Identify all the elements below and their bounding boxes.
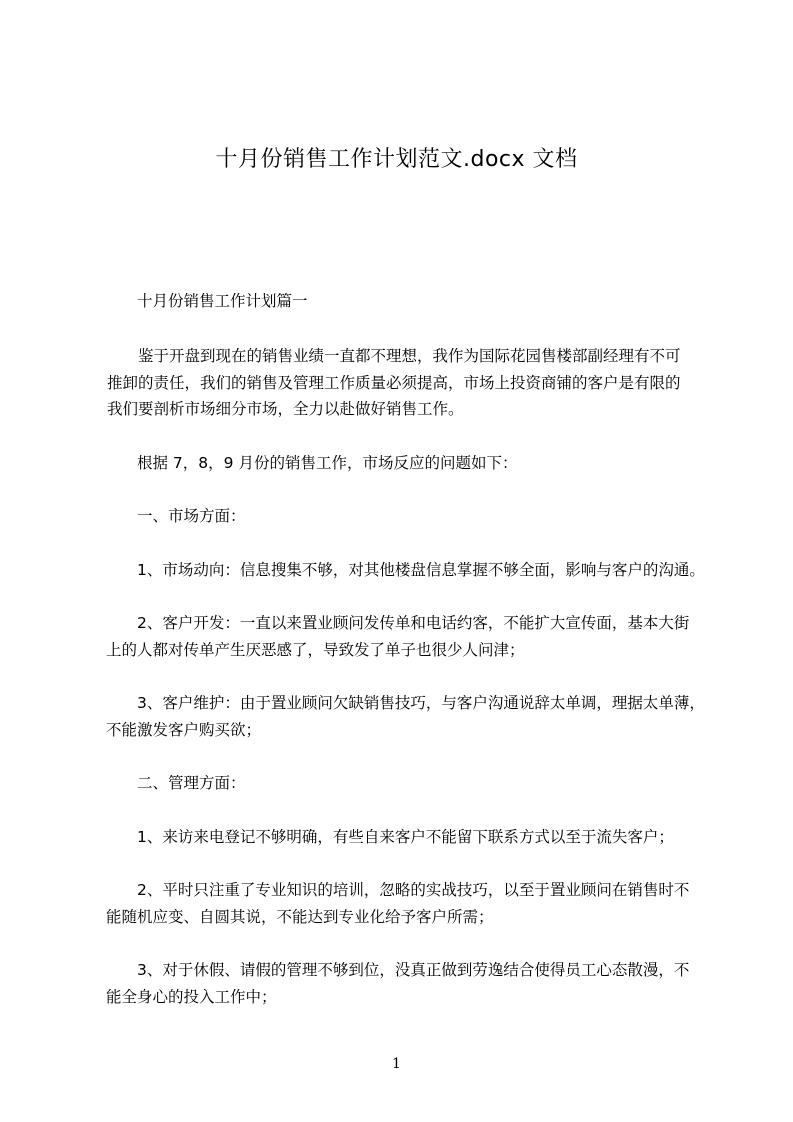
page-number: 1	[392, 1056, 401, 1072]
paragraph-line: 能随机应变、自圆其说，不能达到专业化给予客户所需；	[106, 908, 494, 926]
paragraph-line: 2、客户开发：一直以来置业顾问发传单和电话约客，不能扩大宣传面，基本大街	[137, 614, 690, 632]
paragraph-line: 根据 7，8，9 月份的销售工作，市场反应的问题如下：	[137, 454, 518, 472]
paragraph-line: 1、市场动向：信息搜集不够，对其他楼盘信息掌握不够全面，影响与客户的沟通。	[137, 561, 705, 579]
section-heading: 二、管理方面：	[137, 774, 246, 792]
section-heading: 十月份销售工作计划篇一	[137, 292, 308, 310]
paragraph-line: 3、客户维护：由于置业顾问欠缺销售技巧，与客户沟通说辞太单调，理据太单薄，	[137, 694, 705, 712]
section-heading: 一、市场方面：	[137, 507, 246, 525]
paragraph-line: 上的人都对传单产生厌恶感了，导致发了单子也很少人问津；	[106, 641, 525, 659]
paragraph-line: 鉴于开盘到现在的销售业绩一直都不理想，我作为国际花园售楼部副经理有不可	[138, 347, 681, 365]
paragraph-line: 推卸的责任，我们的销售及管理工作质量必须提高，市场上投资商铺的客户是有限的	[107, 374, 681, 392]
paragraph-line: 1、来访来电登记不够明确，有些自来客户不能留下联系方式以至于流失客户；	[137, 828, 674, 846]
paragraph-line: 3、对于休假、请假的管理不够到位，没真正做到劳逸结合使得员工心态散漫，不	[137, 961, 690, 979]
document-title: 十月份销售工作计划范文.docx 文档	[215, 147, 578, 172]
paragraph-line: 不能激发客户购买欲；	[106, 721, 262, 739]
paragraph-line: 我们要剖析市场细分市场，全力以赴做好销售工作。	[107, 400, 464, 418]
paragraph-line: 能全身心的投入工作中；	[106, 988, 277, 1006]
paragraph-line: 2、平时只注重了专业知识的培训，忽略的实战技巧，以至于置业顾问在销售时不	[137, 881, 690, 899]
